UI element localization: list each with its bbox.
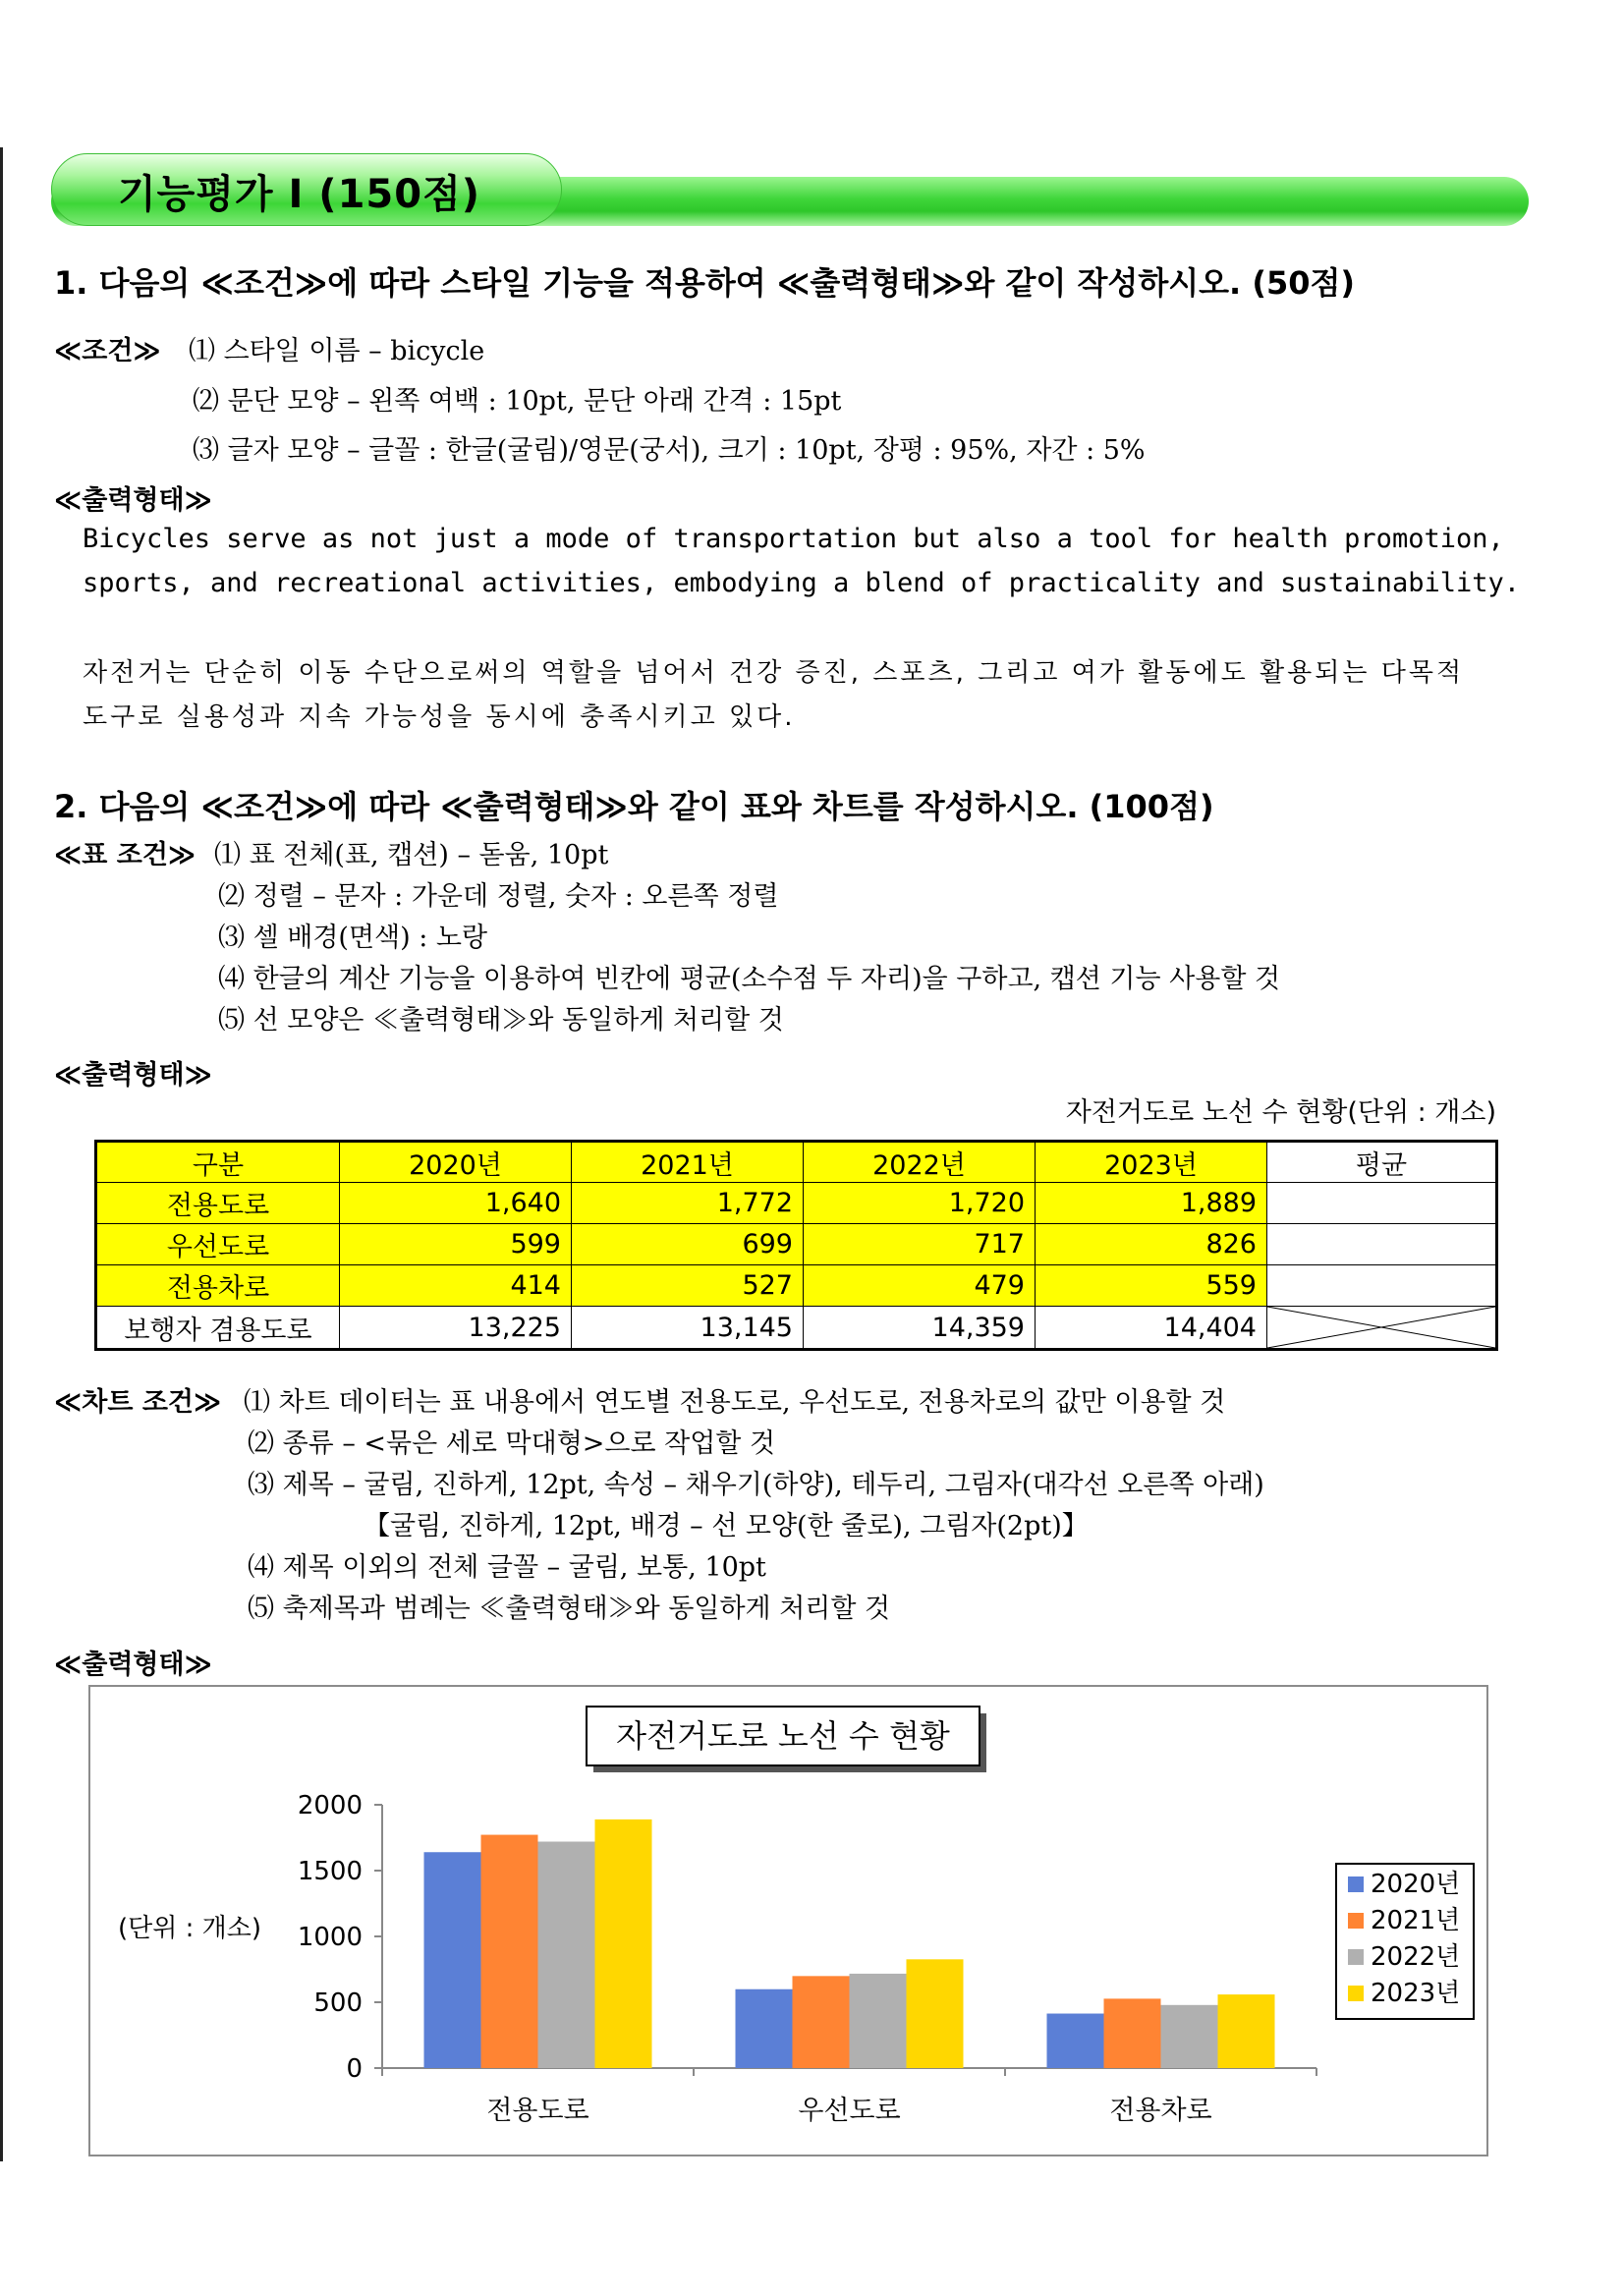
table-caption: 자전거도로 노선 수 현황(단위 : 개소)	[1065, 1097, 1496, 1128]
legend-swatch	[1348, 1913, 1364, 1929]
q1-ko-line-1: 자전거는 단순히 이동 수단으로써의 역할을 넘어서 건강 증진, 스포츠, 그리고 여가 활동에도 활용되는 다목적	[83, 658, 1465, 688]
chart-output-label: ≪출력형태≫	[54, 1650, 212, 1680]
bar-2021년-우선도로	[793, 1976, 850, 2068]
value-cell: 559	[1036, 1265, 1267, 1307]
table-row	[96, 1265, 1497, 1307]
value-cell: 1,772	[572, 1183, 804, 1224]
row-label: 전용도로	[96, 1183, 340, 1224]
value-cell: 1,720	[804, 1183, 1036, 1224]
value-cell: 1,889	[1036, 1183, 1267, 1224]
table-header-row	[96, 1142, 1497, 1183]
header-cell: 평균	[1267, 1142, 1497, 1183]
value-cell: 826	[1036, 1224, 1267, 1265]
table-cond-4: ⑷ 한글의 계산 기능을 이용하여 빈칸에 평균(소수점 두 자리)을 구하고, 캡션 기능 사용할 것	[218, 964, 1281, 994]
legend-label: 2022년	[1371, 1942, 1461, 1972]
chart-cond-4: ⑷ 제목 이외의 전체 글꼴 – 굴림, 보통, 10pt	[248, 1552, 766, 1583]
q1-en-line-2: sports, and recreational activities, embodying a blend of practicality and sustainability.	[83, 568, 1520, 598]
header-cell: 구분	[96, 1142, 340, 1183]
y-tick-label: 1000	[297, 1923, 363, 1952]
chart-cond-3-detail: 【굴림, 진하게, 12pt, 배경 – 선 모양(한 줄로), 그림자(2pt)】	[364, 1511, 1089, 1541]
bar-2022년-전용도로	[538, 1842, 595, 2068]
diagonal-cross-mark	[1267, 1307, 1495, 1348]
value-cell: 527	[572, 1265, 804, 1307]
legend-swatch	[1348, 1986, 1364, 2001]
bar-2020년-전용차로	[1047, 2014, 1104, 2068]
header-cell: 2021년	[572, 1142, 804, 1183]
row-label: 우선도로	[96, 1224, 340, 1265]
x-category-label: 우선도로	[798, 2096, 901, 2126]
q1-cond-1: ⑴ 스타일 이름 – bicycle	[189, 336, 485, 366]
banner-title: 기능평가 Ⅰ (150점)	[118, 172, 480, 217]
chart-title: 자전거도로 노선 수 현황	[616, 1717, 950, 1755]
bar-2020년-전용도로	[424, 1852, 481, 2068]
bar-2021년-전용차로	[1104, 1998, 1161, 2068]
q1-heading: 1. 다음의 ≪조건≫에 따라 스타일 기능을 적용하여 ≪출력형태≫와 같이 작성하시오. (50점)	[54, 264, 1356, 302]
row-label: 전용차로	[96, 1265, 340, 1307]
value-cell: 1,640	[340, 1183, 572, 1224]
table-cond-2: ⑵ 정렬 – 문자 : 가운데 정렬, 숫자 : 오른쪽 정렬	[218, 881, 779, 912]
x-category-label: 전용도로	[486, 2096, 589, 2126]
bar-2022년-전용차로	[1161, 2005, 1218, 2068]
value-cell: 414	[340, 1265, 572, 1307]
bar-2023년-전용차로	[1218, 1994, 1275, 2068]
chart-cond-2: ⑵ 종류 – <묶은 세로 막대형>으로 작업할 것	[248, 1428, 776, 1459]
value-cell: 599	[340, 1224, 572, 1265]
legend-label: 2021년	[1371, 1906, 1461, 1935]
y-tick-label: 1500	[297, 1857, 363, 1886]
header-cell: 2023년	[1036, 1142, 1267, 1183]
legend-label: 2020년	[1371, 1870, 1461, 1899]
q1-ko-line-2: 도구로 실용성과 지속 가능성을 동시에 충족시키고 있다.	[83, 702, 796, 732]
bar-2022년-우선도로	[850, 1974, 907, 2068]
table-cond-5: ⑸ 선 모양은 ≪출력형태≫와 동일하게 처리할 것	[218, 1005, 784, 1036]
row-label: 보행자 겸용도로	[96, 1307, 340, 1350]
bar-2020년-우선도로	[736, 1989, 793, 2068]
x-category-label: 전용차로	[1109, 2096, 1212, 2126]
y-axis-title: (단위 : 개소)	[118, 1914, 262, 1943]
y-tick-label: 0	[346, 2054, 363, 2084]
value-cell: 14,359	[804, 1307, 1036, 1350]
y-tick-label: 2000	[297, 1791, 363, 1820]
bar-2023년-전용도로	[595, 1820, 652, 2068]
value-cell: 14,404	[1036, 1307, 1267, 1350]
chart-cond-1: ⑴ 차트 데이터는 표 내용에서 연도별 전용도로, 우선도로, 전용차로의 값만 이용할 것	[244, 1387, 1226, 1418]
value-cell: 717	[804, 1224, 1036, 1265]
average-cell	[1267, 1265, 1497, 1307]
average-cell	[1267, 1183, 1497, 1224]
q2-heading: 2. 다음의 ≪조건≫에 따라 ≪출력형태≫와 같이 표와 차트를 작성하시오. (100점)	[54, 788, 1214, 825]
legend-swatch	[1348, 1876, 1364, 1892]
value-cell: 13,225	[340, 1307, 572, 1350]
road-table	[94, 1140, 1498, 1351]
legend-swatch	[1348, 1949, 1364, 1965]
chart-frame	[88, 1685, 1488, 2156]
table-row	[96, 1307, 1497, 1350]
average-cell	[1267, 1224, 1497, 1265]
q1-cond-2: ⑵ 문단 모양 – 왼쪽 여백 : 10pt, 문단 아래 간격 : 15pt	[193, 386, 842, 417]
page-left-rule	[0, 147, 3, 2161]
y-tick-label: 500	[313, 1988, 363, 2018]
table-cond-3: ⑶ 셀 배경(면색) : 노랑	[218, 923, 488, 953]
value-cell: 699	[572, 1224, 804, 1265]
value-cell: 13,145	[572, 1307, 804, 1350]
bar-chart	[90, 1687, 1486, 2155]
table-cond-1: ⑴ 표 전체(표, 캡션) – 돋움, 10pt	[214, 840, 609, 870]
chart-cond-label: ≪차트 조건≫	[54, 1387, 222, 1418]
bar-2021년-전용도로	[481, 1835, 538, 2068]
header-cell: 2022년	[804, 1142, 1036, 1183]
crossed-cell	[1267, 1307, 1497, 1350]
value-cell: 479	[804, 1265, 1036, 1307]
q1-output-label: ≪출력형태≫	[54, 485, 212, 516]
legend-label: 2023년	[1371, 1979, 1461, 2008]
q1-cond-label: ≪조건≫	[54, 336, 161, 366]
table-cond-label: ≪표 조건≫	[54, 840, 196, 870]
q1-en-line-1: Bicycles serve as not just a mode of transportation but also a tool for health promotion,	[83, 524, 1504, 554]
q1-cond-3: ⑶ 글자 모양 – 글꼴 : 한글(굴림)/영문(궁서), 크기 : 10pt, 장평 : 95%, 자간 : 5%	[193, 435, 1146, 466]
table-row	[96, 1224, 1497, 1265]
table-row	[96, 1183, 1497, 1224]
chart-cond-3: ⑶ 제목 – 굴림, 진하게, 12pt, 속성 – 채우기(하양), 테두리, 그림자(대각선 오른쪽 아래)	[248, 1470, 1264, 1500]
chart-cond-5: ⑸ 축제목과 범례는 ≪출력형태≫와 동일하게 처리할 것	[248, 1594, 891, 1624]
q2-output-label: ≪출력형태≫	[54, 1060, 212, 1091]
header-cell: 2020년	[340, 1142, 572, 1183]
bar-2023년-우선도로	[907, 1959, 964, 2068]
